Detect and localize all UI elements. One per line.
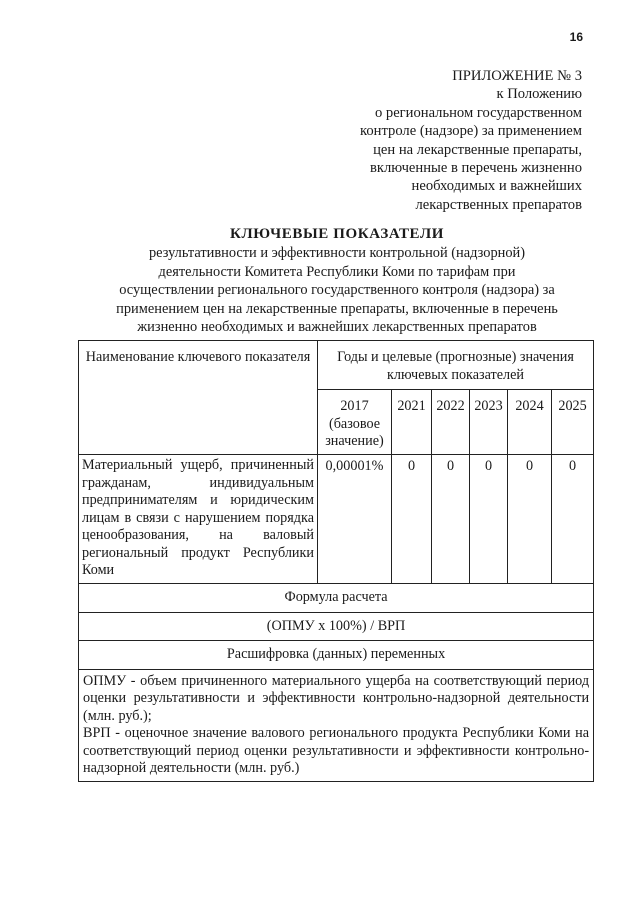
- appendix-line: контроле (надзоре) за применением: [360, 123, 582, 140]
- value-cell: 0: [470, 455, 508, 584]
- appendix-line: необходимых и важнейших: [411, 178, 582, 195]
- subtitle-line: результативности и эффективности контрольной (надзорной): [148, 245, 526, 261]
- year-cell: 2021: [392, 390, 432, 455]
- indicators-table: [78, 340, 594, 782]
- subtitle-line: применением цен на лекарственные препараты, включенные в перечень: [116, 300, 558, 317]
- table-header-row: [79, 341, 594, 390]
- variable-definition: ОПМУ - объем причиненного материального ущерба на соответствующий период оценки результативности и эффективности контрольно-надзорной деятельности (млн. руб.);: [83, 672, 590, 724]
- indicator-description: Материальный ущерб, причиненный гражданам, индивидуальным предпринимателям и юридическим лицам в связи с нарушением порядка ценообразования, на валовый региональный продукт Республики Коми: [79, 455, 318, 584]
- years-header: Годы и целевые (прогнозные) значения ключевых показателей: [318, 341, 594, 390]
- value-cell: 0: [508, 455, 552, 584]
- page-number: 16: [569, 30, 583, 44]
- table-row: [79, 455, 594, 584]
- year-cell: 2025: [552, 390, 594, 455]
- formula: (ОПМУ х 100%) / ВРП: [79, 612, 594, 641]
- value-cell: 0: [432, 455, 470, 584]
- title-block: [80, 224, 594, 337]
- appendix-line: лекарственных препаратов: [415, 196, 582, 213]
- appendix-line: включенные в перечень жизненно: [369, 160, 582, 177]
- indicator-name-header: Наименование ключевого показателя: [79, 341, 318, 455]
- year-cell: 2022: [432, 390, 470, 455]
- appendix-line: цен на лекарственные препараты,: [373, 141, 582, 158]
- year-cell: 2023: [470, 390, 508, 455]
- appendix-line: к Положению: [496, 86, 582, 103]
- formula-heading-row: [79, 584, 594, 613]
- document-subtitle: [80, 244, 594, 337]
- value-cell: 0: [552, 455, 594, 584]
- formula-row: [79, 612, 594, 641]
- value-cell: 0: [392, 455, 432, 584]
- subtitle-line: деятельности Комитета Республики Коми по тарифам при: [158, 263, 516, 280]
- subtitle-line: жизненно необходимых и важнейших лекарственных препаратов: [137, 319, 537, 335]
- decode-heading: Расшифровка (данных) переменных: [79, 641, 594, 670]
- document-title: КЛЮЧЕВЫЕ ПОКАЗАТЕЛИ: [229, 226, 445, 242]
- appendix-header: [322, 67, 582, 214]
- year-cell: 2017 (базовое значение): [318, 390, 392, 455]
- appendix-line: о региональном государственном: [374, 104, 582, 121]
- year-cell: 2024: [508, 390, 552, 455]
- value-cell: 0,00001%: [318, 455, 392, 584]
- formula-heading: Формула расчета: [79, 584, 594, 613]
- variables-decode: [79, 669, 594, 781]
- decode-heading-row: [79, 641, 594, 670]
- variable-definition: ВРП - оценочное значение валового регионального продукта Республики Коми на соответствующий период оценки результативности и эффективности контрольно-надзорной деятельности (млн. руб.): [83, 725, 590, 776]
- decode-row: [79, 669, 594, 781]
- subtitle-line: осуществлении регионального государственного контроля (надзора) за: [119, 282, 555, 298]
- appendix-line: ПРИЛОЖЕНИЕ № 3: [452, 68, 582, 84]
